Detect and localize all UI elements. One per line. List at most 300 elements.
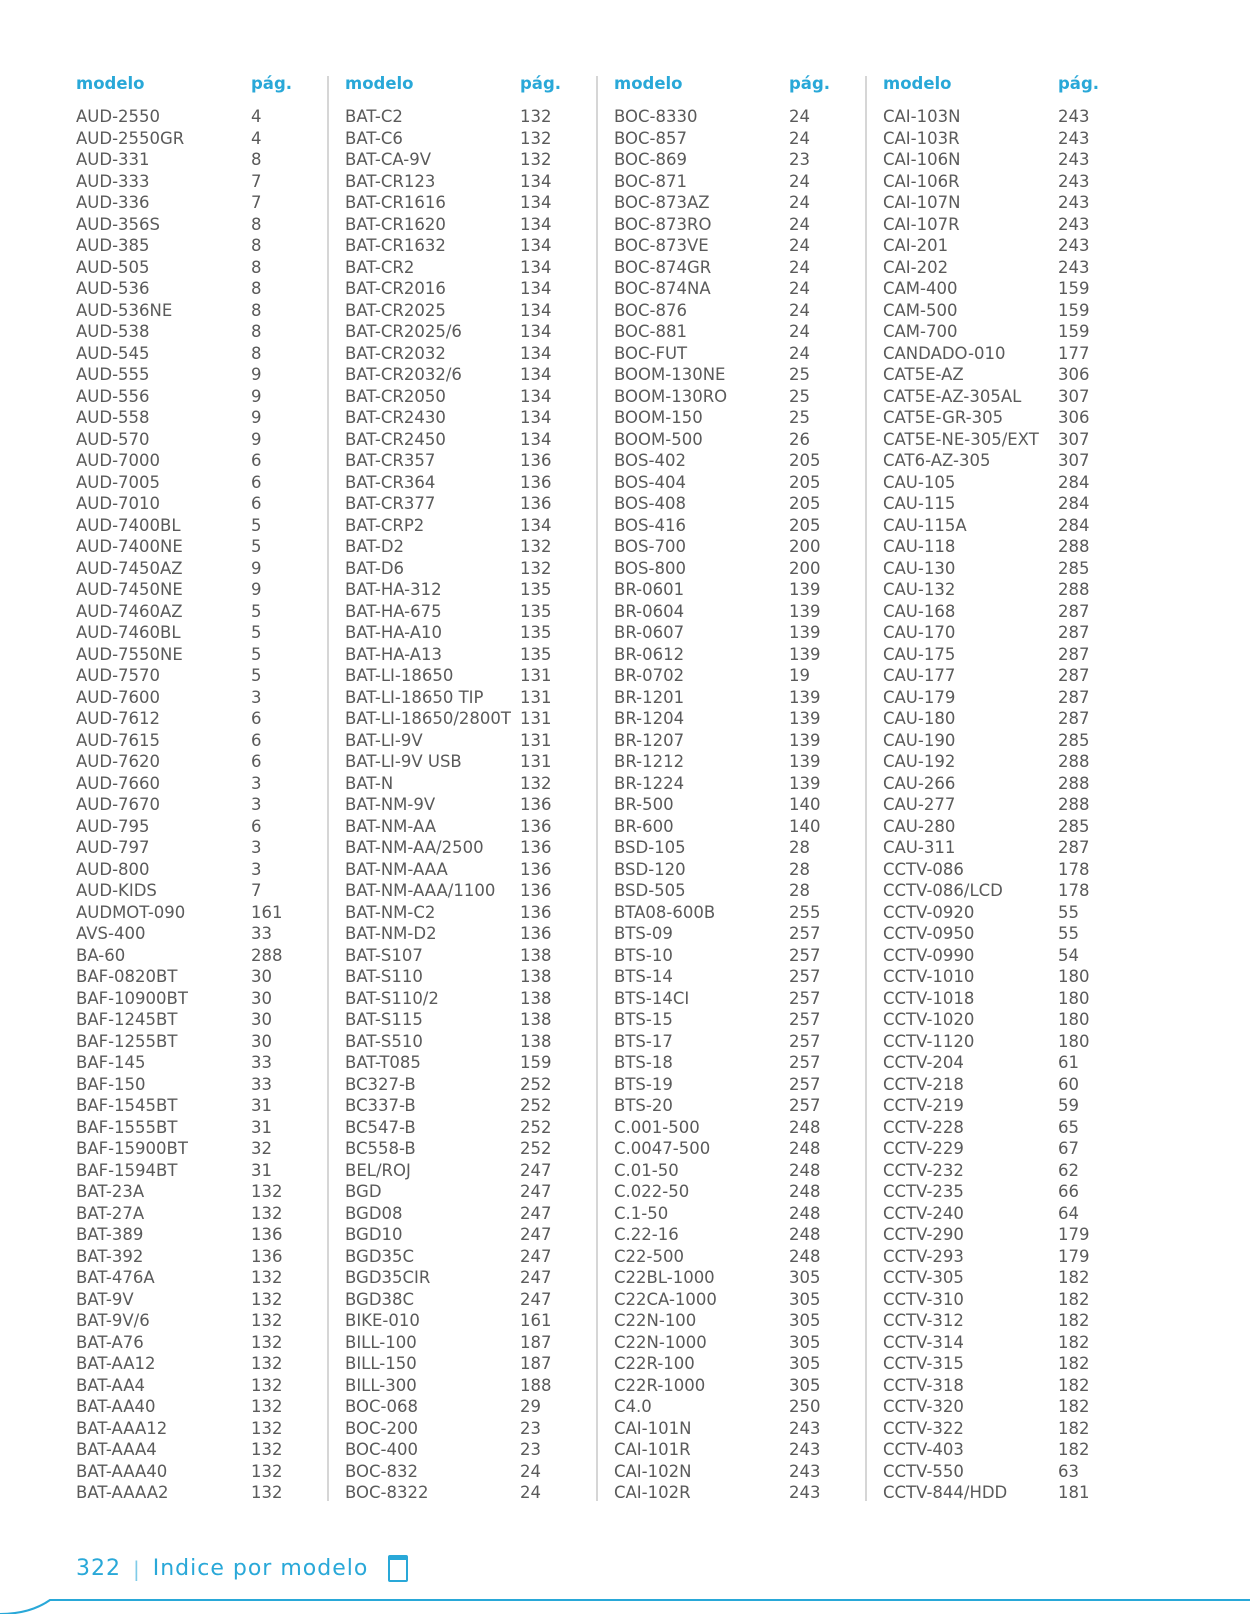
model-code: BAT-CR364 xyxy=(345,472,436,492)
model-code: CAU-170 xyxy=(883,623,956,642)
index-row xyxy=(345,149,588,171)
page-ref: 4 xyxy=(251,128,262,148)
page-ref: 177 xyxy=(1058,343,1090,363)
model-code: BAT-HA-A10 xyxy=(345,623,443,642)
model-code: BAT-S115 xyxy=(345,1010,423,1029)
page-ref: 139 xyxy=(789,773,821,793)
header-page: pág. xyxy=(789,74,831,93)
index-row xyxy=(76,1031,319,1053)
page-ref: 284 xyxy=(1058,472,1090,492)
index-row xyxy=(345,1289,588,1311)
page-ref: 288 xyxy=(1058,795,1090,814)
page-ref: 131 xyxy=(520,752,552,771)
model-code: BOOM-150 xyxy=(614,408,703,427)
index-row xyxy=(76,171,319,193)
model-code: BC327-B xyxy=(345,1074,416,1094)
page-ref: 252 xyxy=(520,1139,552,1158)
index-row xyxy=(614,472,857,494)
model-code: C4.0 xyxy=(614,1397,652,1416)
page-ref: 139 xyxy=(789,644,821,664)
index-row xyxy=(614,214,857,236)
page-ref: 131 xyxy=(520,666,552,685)
model-code: C22BL-1000 xyxy=(614,1268,715,1287)
page-ref: 24 xyxy=(789,343,810,363)
model-code: BOC-874GR xyxy=(614,257,712,277)
page-ref: 134 xyxy=(520,193,552,212)
index-row xyxy=(76,923,319,945)
model-code: BAT-CR2 xyxy=(345,257,415,277)
index-row xyxy=(614,192,857,214)
model-code: CCTV-550 xyxy=(883,1461,964,1481)
index-row xyxy=(76,278,319,300)
page-ref: 24 xyxy=(520,1461,541,1481)
model-code: CAI-107N xyxy=(883,193,961,212)
column-header xyxy=(345,72,588,96)
index-row xyxy=(614,171,857,193)
model-code: BOC-068 xyxy=(345,1397,418,1416)
page-ref: 288 xyxy=(1058,580,1090,599)
model-code: BOC-8330 xyxy=(614,107,698,126)
model-code: C.0047-500 xyxy=(614,1139,711,1158)
index-row xyxy=(883,257,1126,279)
page-ref: 24 xyxy=(789,236,810,255)
index-row xyxy=(345,128,588,150)
model-code: CCTV-219 xyxy=(883,1096,964,1115)
model-code: BAT-CR123 xyxy=(345,171,436,191)
index-row xyxy=(345,1160,588,1182)
page-ref: 205 xyxy=(789,494,821,513)
index-row xyxy=(76,1203,319,1225)
model-code: AUD-536NE xyxy=(76,300,173,320)
page-ref: 257 xyxy=(789,1074,821,1094)
index-row xyxy=(614,1482,857,1504)
page-ref: 31 xyxy=(251,1096,272,1115)
page-ref: 136 xyxy=(520,902,552,922)
index-row xyxy=(76,536,319,558)
index-row xyxy=(76,902,319,924)
model-code: AUD-7550NE xyxy=(76,644,183,664)
model-code: BOC-873VE xyxy=(614,236,709,255)
index-row xyxy=(76,1181,319,1203)
page-ref: 64 xyxy=(1058,1203,1079,1223)
page-ref: 134 xyxy=(520,171,552,191)
page-ref: 5 xyxy=(251,537,262,556)
index-row xyxy=(614,923,857,945)
index-row xyxy=(614,1267,857,1289)
model-code: BAT-CR2025/6 xyxy=(345,322,462,341)
index-row xyxy=(883,902,1126,924)
page-ref: 134 xyxy=(520,236,552,255)
index-row xyxy=(345,558,588,580)
page-ref: 30 xyxy=(251,967,272,986)
model-code: BAT-D6 xyxy=(345,558,405,578)
page-ref: 182 xyxy=(1058,1268,1090,1287)
model-code: CCTV-320 xyxy=(883,1397,964,1416)
page-ref: 307 xyxy=(1058,451,1090,470)
index-row xyxy=(614,1461,857,1483)
model-code: BR-0702 xyxy=(614,666,685,685)
page-ref: 30 xyxy=(251,1010,272,1029)
index-row xyxy=(883,966,1126,988)
page-ref: 243 xyxy=(1058,236,1090,255)
model-code: BGD35C xyxy=(345,1246,415,1266)
page-ref: 132 xyxy=(251,1375,283,1395)
index-row xyxy=(345,1461,588,1483)
model-code: BOOM-500 xyxy=(614,429,703,449)
model-code: CCTV-314 xyxy=(883,1332,964,1352)
page-ref: 7 xyxy=(251,171,262,191)
page-ref: 288 xyxy=(1058,537,1090,556)
page-ref: 243 xyxy=(789,1461,821,1481)
page-ref: 287 xyxy=(1058,666,1090,685)
page-ref: 248 xyxy=(789,1225,821,1244)
index-row xyxy=(883,1461,1126,1483)
page-ref: 205 xyxy=(789,472,821,492)
index-row xyxy=(614,1117,857,1139)
index-row xyxy=(614,515,857,537)
model-code: BR-1204 xyxy=(614,709,685,728)
index-row xyxy=(883,1031,1126,1053)
model-code: BOC-200 xyxy=(345,1418,418,1438)
page-ref: 7 xyxy=(251,881,262,900)
model-code: BOC-874NA xyxy=(614,279,711,298)
model-code: CAI-103N xyxy=(883,107,961,126)
page-ref: 243 xyxy=(1058,257,1090,277)
index-row xyxy=(345,1246,588,1268)
model-code: BAF-15900BT xyxy=(76,1139,188,1158)
model-code: BR-1207 xyxy=(614,730,685,750)
index-row xyxy=(883,407,1126,429)
index-row xyxy=(614,1246,857,1268)
page-ref: 33 xyxy=(251,1053,272,1072)
index-row xyxy=(883,601,1126,623)
page-ref: 159 xyxy=(520,1053,552,1072)
model-code: BAT-S110 xyxy=(345,967,423,986)
index-row xyxy=(614,1353,857,1375)
index-row xyxy=(614,794,857,816)
index-row xyxy=(345,278,588,300)
index-row xyxy=(883,708,1126,730)
model-code: BOC-FUT xyxy=(614,343,688,363)
index-row xyxy=(76,880,319,902)
page-ref: 24 xyxy=(789,193,810,212)
page-ref: 257 xyxy=(789,1096,821,1115)
index-row xyxy=(76,1267,319,1289)
page-ref: 179 xyxy=(1058,1225,1090,1244)
model-code: BOOM-130NE xyxy=(614,365,726,384)
model-code: BAT-HA-675 xyxy=(345,601,442,621)
page-ref: 131 xyxy=(520,709,552,728)
index-row xyxy=(614,493,857,515)
index-row xyxy=(883,278,1126,300)
index-row xyxy=(345,622,588,644)
page-ref: 243 xyxy=(1058,171,1090,191)
index-row xyxy=(76,192,319,214)
model-code: CCTV-403 xyxy=(883,1440,964,1459)
model-code: CCTV-1020 xyxy=(883,1010,975,1029)
page-ref: 200 xyxy=(789,558,821,578)
model-code: AUD-7450AZ xyxy=(76,558,183,578)
index-row xyxy=(614,751,857,773)
model-code: BAT-NM-D2 xyxy=(345,924,437,943)
page-ref: 63 xyxy=(1058,1461,1079,1481)
index-row xyxy=(76,300,319,322)
page-ref: 24 xyxy=(789,214,810,234)
model-code: AUD-570 xyxy=(76,429,150,449)
page-ref: 187 xyxy=(520,1354,552,1373)
index-row xyxy=(345,902,588,924)
page-ref: 134 xyxy=(520,279,552,298)
model-code: BR-1201 xyxy=(614,687,685,707)
model-code: BTS-14CI xyxy=(614,988,690,1008)
page-ref: 181 xyxy=(1058,1483,1090,1502)
page-ref: 134 xyxy=(520,429,552,449)
index-row xyxy=(614,1052,857,1074)
model-code: CAU-175 xyxy=(883,644,956,664)
page-ref: 24 xyxy=(789,322,810,341)
model-code: BEL/ROJ xyxy=(345,1160,411,1180)
model-code: BOS-402 xyxy=(614,451,686,470)
model-code: BAT-AAA40 xyxy=(76,1461,168,1481)
index-row xyxy=(345,1332,588,1354)
index-row xyxy=(883,751,1126,773)
page-ref: 306 xyxy=(1058,408,1090,427)
page-ref: 159 xyxy=(1058,322,1090,341)
model-code: AUDMOT-090 xyxy=(76,902,186,922)
index-row xyxy=(883,945,1126,967)
index-row xyxy=(614,1138,857,1160)
index-row xyxy=(345,1095,588,1117)
index-row xyxy=(76,988,319,1010)
index-row xyxy=(883,1117,1126,1139)
page-ref: 248 xyxy=(789,1182,821,1201)
page-ref: 252 xyxy=(520,1074,552,1094)
model-code: CCTV-844/HDD xyxy=(883,1483,1008,1502)
page-ref: 159 xyxy=(1058,279,1090,298)
page-ref: 132 xyxy=(520,773,552,793)
model-code: BAT-S510 xyxy=(345,1031,423,1051)
model-code: BAT-LI-18650 xyxy=(345,666,454,685)
page-ref: 135 xyxy=(520,623,552,642)
index-row xyxy=(76,1310,319,1332)
index-row xyxy=(76,214,319,236)
model-code: AUD-797 xyxy=(76,838,150,857)
page-ref: 9 xyxy=(251,408,262,427)
page-ref: 138 xyxy=(520,967,552,986)
model-code: BA-60 xyxy=(76,945,126,965)
index-row xyxy=(883,794,1126,816)
header-model: modelo xyxy=(614,74,683,93)
model-code: C.1-50 xyxy=(614,1203,669,1223)
page-ref: 136 xyxy=(520,924,552,943)
page-ref: 247 xyxy=(520,1268,552,1287)
model-code: BAT-CRP2 xyxy=(345,515,425,535)
index-row xyxy=(883,1052,1126,1074)
index-row xyxy=(614,558,857,580)
page-ref: 134 xyxy=(520,300,552,320)
model-code: CCTV-0950 xyxy=(883,924,975,943)
index-row xyxy=(883,321,1126,343)
page-ref: 6 xyxy=(251,494,262,513)
model-code: CAU-192 xyxy=(883,752,956,771)
model-code: BAF-0820BT xyxy=(76,967,178,986)
index-row xyxy=(345,106,588,128)
index-row xyxy=(76,1439,319,1461)
model-code: AUD-800 xyxy=(76,859,150,879)
index-row xyxy=(883,1160,1126,1182)
header-model: modelo xyxy=(76,74,145,93)
page-ref: 132 xyxy=(251,1332,283,1352)
page-footer xyxy=(76,1555,408,1582)
index-row xyxy=(883,1439,1126,1461)
index-row xyxy=(614,386,857,408)
page-ref: 243 xyxy=(1058,107,1090,126)
model-code: CCTV-322 xyxy=(883,1418,964,1438)
index-row xyxy=(614,321,857,343)
model-code: BOOM-130RO xyxy=(614,386,728,406)
model-code: CAU-179 xyxy=(883,687,956,707)
model-code: AUD-7460BL xyxy=(76,623,181,642)
index-row xyxy=(76,687,319,709)
page-ref: 247 xyxy=(520,1225,552,1244)
index-row xyxy=(883,558,1126,580)
index-row xyxy=(76,515,319,537)
model-code: BR-500 xyxy=(614,795,674,814)
column-header xyxy=(614,72,857,96)
page-ref: 6 xyxy=(251,451,262,470)
index-row xyxy=(76,1396,319,1418)
page-ref: 5 xyxy=(251,666,262,685)
model-code: BSD-505 xyxy=(614,881,686,900)
index-row xyxy=(76,665,319,687)
index-row xyxy=(614,880,857,902)
page-ref: 24 xyxy=(789,279,810,298)
page-ref: 31 xyxy=(251,1117,272,1137)
page-ref: 8 xyxy=(251,257,262,277)
index-row xyxy=(614,364,857,386)
index-row xyxy=(614,278,857,300)
model-code: BAT-CR1620 xyxy=(345,214,446,234)
page-ref: 60 xyxy=(1058,1074,1079,1094)
index-row xyxy=(345,1052,588,1074)
model-code: BOC-873RO xyxy=(614,214,712,234)
index-row xyxy=(345,515,588,537)
model-code: BAT-T085 xyxy=(345,1053,421,1072)
column-header xyxy=(883,72,1126,96)
index-row xyxy=(345,1396,588,1418)
model-code: BAT-476A xyxy=(76,1268,155,1287)
model-code: AUD-KIDS xyxy=(76,881,157,900)
index-row xyxy=(76,429,319,451)
page-ref: 180 xyxy=(1058,1010,1090,1029)
index-row xyxy=(614,708,857,730)
index-row xyxy=(614,859,857,881)
model-code: CAU-177 xyxy=(883,666,956,685)
model-code: AUD-7010 xyxy=(76,494,161,513)
model-code: BAT-AA40 xyxy=(76,1397,156,1416)
model-code: CAU-266 xyxy=(883,773,956,793)
page-ref: 8 xyxy=(251,343,262,363)
index-row xyxy=(76,1009,319,1031)
page-ref: 23 xyxy=(520,1440,541,1459)
model-code: BTS-10 xyxy=(614,945,673,965)
model-code: BAT-NM-AAA xyxy=(345,859,448,879)
page-ref: 134 xyxy=(520,408,552,427)
index-row xyxy=(883,1224,1126,1246)
index-row xyxy=(883,1482,1126,1504)
model-code: CCTV-293 xyxy=(883,1246,964,1266)
model-code: C22CA-1000 xyxy=(614,1289,717,1309)
model-code: CAI-202 xyxy=(883,257,949,277)
index-row xyxy=(345,214,588,236)
page-ref: 134 xyxy=(520,343,552,363)
header-page: pág. xyxy=(251,74,293,93)
page-ref: 243 xyxy=(789,1483,821,1502)
page-ref: 250 xyxy=(789,1397,821,1416)
page-ref: 161 xyxy=(520,1311,552,1330)
index-row xyxy=(883,1203,1126,1225)
page-ref: 29 xyxy=(520,1397,541,1416)
page-ref: 62 xyxy=(1058,1160,1079,1180)
model-code: AUD-331 xyxy=(76,150,150,169)
index-row xyxy=(883,773,1126,795)
index-row xyxy=(76,1289,319,1311)
page-ref: 132 xyxy=(251,1289,283,1309)
index-row xyxy=(614,1160,857,1182)
index-row xyxy=(614,429,857,451)
model-code: C.001-500 xyxy=(614,1117,700,1137)
index-row xyxy=(76,1160,319,1182)
index-row xyxy=(345,343,588,365)
page-ref: 243 xyxy=(1058,150,1090,169)
page-ref: 288 xyxy=(251,945,283,965)
model-code: AUD-7005 xyxy=(76,472,161,492)
index-row xyxy=(883,1181,1126,1203)
index-row xyxy=(614,837,857,859)
page-ref: 134 xyxy=(520,257,552,277)
page-ref: 257 xyxy=(789,924,821,943)
index-row xyxy=(614,945,857,967)
page-ref: 287 xyxy=(1058,838,1090,857)
model-code: AUD-356S xyxy=(76,214,160,234)
model-code: BAF-150 xyxy=(76,1074,146,1094)
model-code: BOC-832 xyxy=(345,1461,418,1481)
model-code: CAI-101R xyxy=(614,1440,691,1459)
page-ref: 132 xyxy=(520,150,552,169)
index-row xyxy=(345,730,588,752)
model-code: AUD-7570 xyxy=(76,666,161,685)
page-ref: 182 xyxy=(1058,1332,1090,1352)
book-icon xyxy=(388,1555,408,1582)
index-row xyxy=(76,1461,319,1483)
model-code: CCTV-290 xyxy=(883,1225,964,1244)
page-ref: 9 xyxy=(251,558,262,578)
page-ref: 139 xyxy=(789,601,821,621)
page-ref: 6 xyxy=(251,730,262,750)
index-row xyxy=(883,472,1126,494)
model-code: BAT-LI-18650 TIP xyxy=(345,687,484,707)
index-row xyxy=(76,493,319,515)
index-row xyxy=(76,945,319,967)
page-ref: 136 xyxy=(520,859,552,879)
index-column xyxy=(614,72,867,1504)
page-ref: 132 xyxy=(520,537,552,556)
model-code: CAI-102R xyxy=(614,1483,691,1502)
index-row xyxy=(883,1009,1126,1031)
model-code: CCTV-315 xyxy=(883,1354,964,1373)
page-ref: 247 xyxy=(520,1203,552,1223)
model-code: AUD-2550GR xyxy=(76,128,185,148)
